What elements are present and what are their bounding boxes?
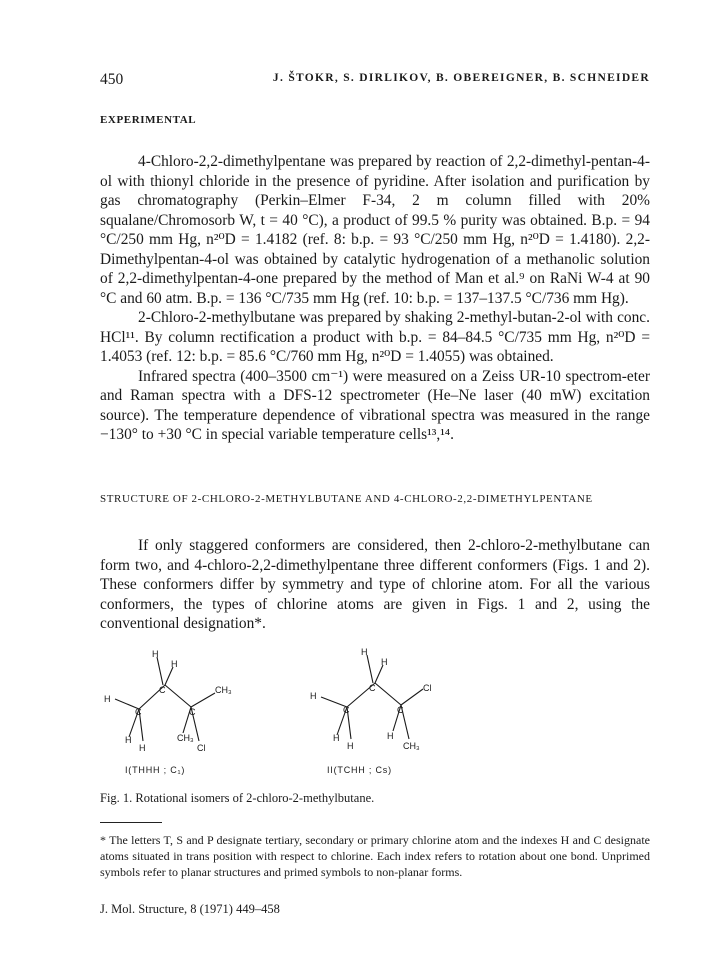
paragraph: 2-Chloro-2-methylbutane was prepared by shaking 2-methyl-butan-2-ol with conc. HCl¹¹. By column rectification a product with b.p. = 84–84.5 °C/735 mm Hg, n²⁰D = 1.4053 (ref. 12: b.p. = 85.6 °C/760 mm Hg, n²⁰D = 1.4055) was obtained. [100, 309, 650, 365]
atom-h: H [152, 649, 159, 659]
isomer-label-i: I(THHH ; C₁) [125, 765, 186, 775]
isomer-label-ii: II(TCHH ; Cs) [327, 765, 392, 775]
journal-citation: J. Mol. Structure, 8 (1971) 449–458 [100, 902, 280, 916]
bond [165, 685, 191, 707]
atom-h: H [171, 659, 178, 669]
atom-h: H [347, 741, 354, 751]
atom-c: C [369, 683, 376, 693]
atom-c: C [397, 705, 404, 715]
section-title-experimental: EXPERIMENTAL [100, 114, 197, 126]
atom-h: H [381, 657, 388, 667]
atom-cl: Cl [423, 683, 432, 693]
running-header [100, 71, 650, 93]
bond [401, 689, 423, 705]
atom-h: H [387, 731, 394, 741]
atom-c: C [135, 707, 142, 717]
figure-1 [95, 645, 565, 775]
atom-ch3: CH₃ [215, 685, 232, 695]
bond [191, 693, 215, 707]
figure-caption: Fig. 1. Rotational isomers of 2-chloro-2-methylbutane. [100, 791, 375, 805]
bond [367, 655, 373, 683]
experimental-body [100, 152, 650, 445]
atom-h: H [104, 694, 111, 704]
bond [375, 683, 401, 705]
paragraph: Infrared spectra (400–3500 cm⁻¹) were measured on a Zeiss UR-10 spectrom-eter and Raman spectra with a DFS-12 spectrometer (He–Ne laser (40 mW) excitation source). The temperature dependence of vibrational spectra was measured in the range −130° to +30 °C in special variable temperature cells¹³,¹⁴. [100, 367, 650, 443]
figure-1-drawing [95, 645, 565, 775]
footnote-rule [100, 822, 162, 823]
paragraph: If only staggered conformers are considered, then 2-chloro-2-methylbutane can form two, and 4-chloro-2,2-dimethylpentane three different conformers (Figs. 1 and 2). These conformers differ by symmetry and type of chlorine atom. For all the various conformers, the types of chlorine atoms are given in Figs. 1 and 2, using the conventional designation*. [100, 537, 650, 632]
atom-ch3: CH₃ [177, 733, 194, 743]
atom-cl: Cl [197, 743, 206, 753]
atom-c: C [343, 705, 350, 715]
paragraph: 4-Chloro-2,2-dimethylpentane was prepared by reaction of 2,2-dimethyl-pentan-4-ol with thionyl chloride in the presence of pyridine. After isolation and purification by gas chromatography (Perkin–Elmer F-34, 2 m column filled with 20% squalane/Chromosorb W, t = 40 °C), a product of 99.5 % purity was obtained. B.p. = 94 °C/250 mm Hg, n²⁰D = 1.4182 (ref. 8: b.p. = 93 °C/250 mm Hg, n²⁰D = 1.4180). 2,2-Dimethylpentan-4-ol was obtained by catalytic hydrogenation of a methanolic solution of 2,2-dimethylpentan-4-one prepared by the method of Man et al.⁹ on RaNi W-4 at 90 °C and 60 atm. B.p. = 136 °C/735 mm Hg (ref. 10: b.p. = 137–137.5 °C/736 mm Hg). [100, 153, 650, 307]
atom-h: H [139, 743, 146, 753]
running-authors: J. ŠTOKR, S. DIRLIKOV, B. OBEREIGNER, B. SCHNEIDER [272, 72, 650, 84]
bond [157, 657, 163, 685]
atom-h: H [310, 691, 317, 701]
atom-h: H [333, 733, 340, 743]
atom-ch3: CH₃ [403, 741, 420, 751]
structure-body [100, 536, 650, 634]
atom-c: C [159, 685, 166, 695]
atom-c: C [189, 707, 196, 717]
section-title-structure: STRUCTURE OF 2-CHLORO-2-METHYLBUTANE AND 4-CHLORO-2,2-DIMETHYLPENTANE [100, 493, 593, 505]
footnote: * The letters T, S and P designate tertiary, secondary or primary chlorine atom and the indexes H and C designate atoms situated in trans position with respect to chlorine. Each index refers to rotation about one bond. Unprimed symbols refer to planar structures and primed symbols to non-planar forms. [100, 833, 650, 880]
atom-h: H [125, 735, 132, 745]
bond [165, 667, 173, 685]
bond [375, 665, 383, 683]
page-number: 450 [100, 71, 124, 88]
atom-h: H [361, 647, 368, 657]
